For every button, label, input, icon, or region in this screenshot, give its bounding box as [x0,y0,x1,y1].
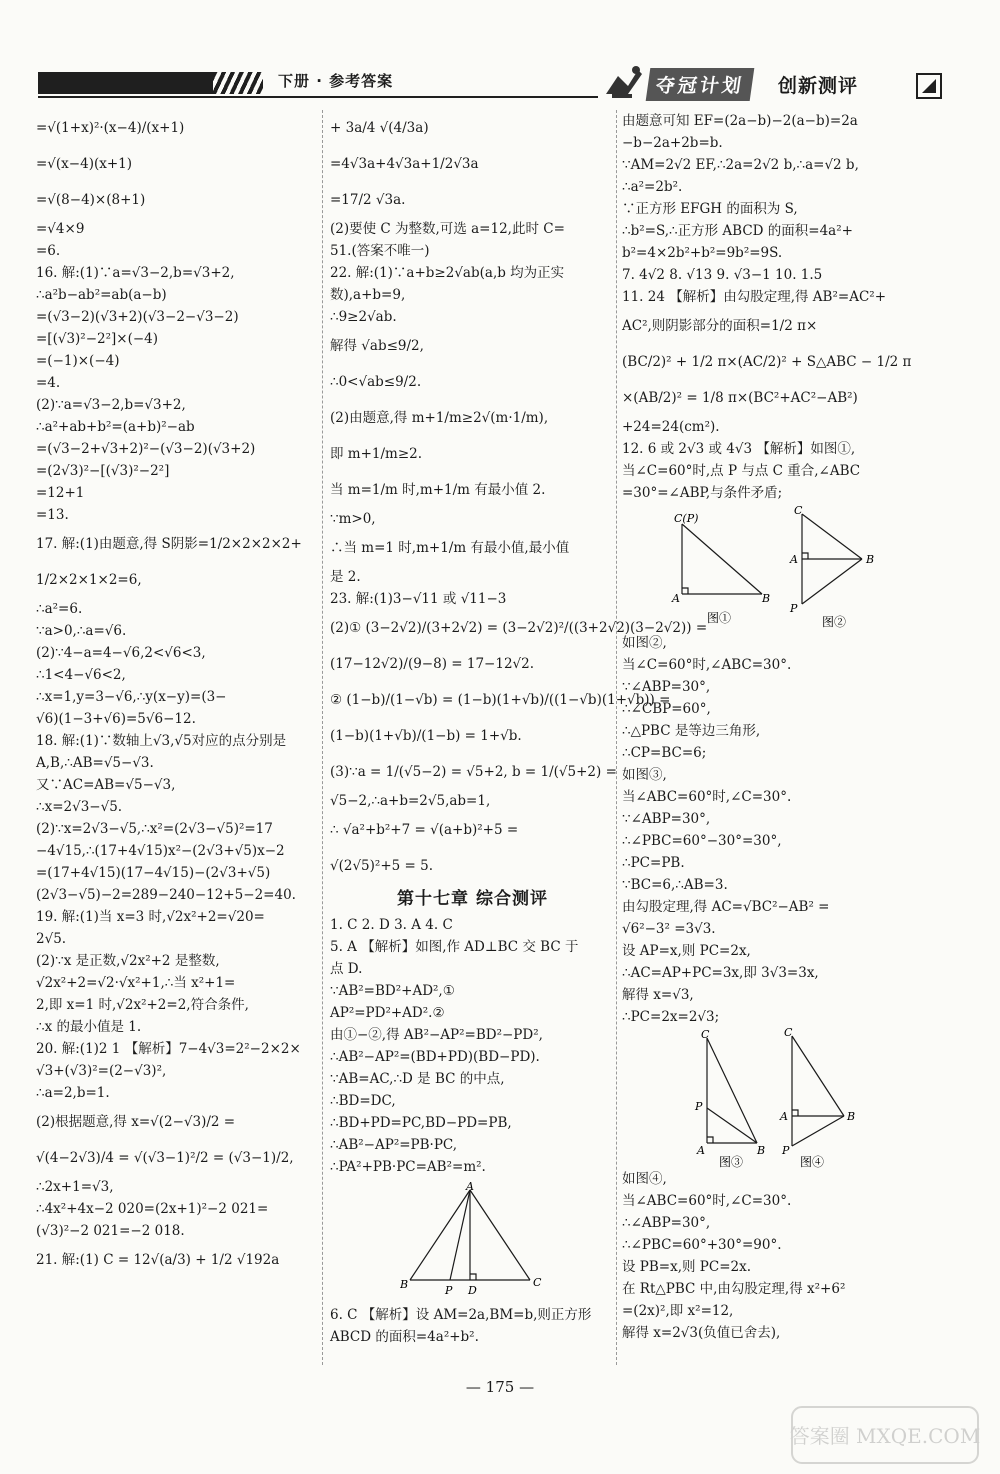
answer-line: √(2√5)²+5 = 5. [330,858,434,874]
answer-line: 设 AP=x,则 PC=2x, [622,943,751,959]
trophy-figure-icon [598,64,646,104]
answer-line: 1. C 2. D 3. A 4. C [330,917,453,933]
answer-line: 6. C 【解析】设 AM=2a,BM=b,则正方形 [330,1307,592,1323]
header-bar [38,72,213,94]
f3-label-a: A [697,1144,705,1157]
column-2-lines-bottom [330,1304,615,1348]
answer-line: =4√3a+4√3a+1/2√3a [330,156,479,172]
answer-line: ∴4x²+4x−2 020=(2x+1)²−2 021= [36,1201,269,1217]
brand-logo-text: 夺冠计划 [646,68,755,101]
answer-line: (2)∵4−a=4−√6,2<√6<3, [36,645,206,661]
answer-line: 由勾股定理,得 AC=√BC²−AB² = [622,899,830,915]
answer-line: (2)∵x=2√3−√5,∴x²=(2√3−√5)²=17 [36,821,273,837]
answer-line: √6²−3² =3√3. [622,921,716,937]
answer-line: ∴CP=BC=6; [622,745,707,761]
answer-line: ∴BD=DC, [330,1093,396,1109]
answer-line: =13. [36,507,69,523]
answer-line: 由①−②,得 AB²−AP²=BD²−PD², [330,1027,543,1043]
answer-line: 当∠ABC=60°时,∠C=30°. [622,1193,792,1209]
answer-line: 设 PB=x,则 PC=2x. [622,1259,752,1275]
watermark-stamp-icon [790,1405,980,1465]
f3-label-p: P [695,1100,703,1113]
f2-label-p: P [790,602,798,615]
f1-caption: 图① [707,611,732,625]
answer-line: =17/2 √3a. [330,192,406,208]
watermark-logo [790,1405,980,1465]
checkmark-icon [916,73,942,99]
answer-line: (2)∵x 是正数,√2x²+2 是整数, [36,953,220,969]
answer-line: ∴BD+PD=PC,BD−PD=PB, [330,1115,512,1131]
answer-line: ∴a²+ab+b²=(a+b)²−ab [36,419,195,435]
label-d: D [468,1284,477,1297]
answer-line: ∴AB²−AP²=PB·PC, [330,1137,458,1153]
answer-line: ×(AB/2)² = 1/8 π×(BC²+AC²−AB²) [622,390,858,406]
answer-line: ∴x=2√3−√5. [36,799,123,815]
answer-line: √(4−2√3)/4 = √(√3−1)²/2 = (√3−1)/2, [36,1150,294,1166]
answer-line: ∵正方形 EFGH 的面积为 S, [622,201,798,217]
answer-line: =30°=∠ABP,与条件矛盾; [622,485,783,501]
answer-line: −b−2a+2b=b. [622,135,723,151]
answer-line: 5. A 【解析】如图,作 AD⊥BC 交 BC 于 [330,939,579,955]
answer-line: 当 m=1/m 时,m+1/m 有最小值 2. [330,482,546,498]
answer-line: =√(8−4)×(8+1) [36,192,146,208]
answer-line: (√3)²−2 021=−2 018. [36,1223,185,1239]
answer-line: ∴△PBC 是等边三角形, [622,723,761,739]
answer-line: ∴a²=6. [36,601,83,617]
answer-line: ∴∠CBP=60°, [622,701,711,717]
column-3-lines-bottom [622,1168,912,1344]
figure-row-2 [622,1028,912,1168]
answer-line: 点 D. [330,961,363,977]
answer-line: (2)由题意,得 m+1/m≥2√(m·1/m), [330,410,549,426]
label-a: A [466,1182,474,1193]
answer-line: ∵a>0,∴a=√6. [36,623,127,639]
answer-line: ∴∠PBC=60°+30°=90°. [622,1237,782,1253]
answer-line: ∴2x+1=√3, [36,1179,114,1195]
answer-line: ∵AM=2√2 EF,∴2a=2√2 b,∴a=√2 b, [622,157,859,173]
answer-line: ∵AB=AC,∴D 是 BC 的中点, [330,1071,505,1087]
answer-line: =√4×9 [36,221,85,237]
answer-line: (17−12√2)/(9−8) = 17−12√2. [330,656,535,672]
answer-line: ∴x=1,y=3−√6,∴y(x−y)=(3− [36,689,227,705]
answer-line: 解得 √ab≤9/2, [330,338,424,354]
f3-label-b: B [757,1144,766,1157]
answer-line: 解得 x=2√3(负值已舍去), [622,1325,781,1341]
answer-line: 如图④, [622,1171,667,1187]
f4-label-p: P [782,1144,790,1157]
answer-line: =(−1)×(−4) [36,353,120,369]
answer-line: (3)∵a = 1/(√5−2) = √5+2, b = 1/(√5+2) = [330,764,617,780]
f1-label-c: C(P) [674,512,699,525]
answer-line: 20. 解:(1)2 1 【解析】7−4√3=2²−2×2× [36,1041,301,1057]
column-divider-1 [322,110,323,1365]
header-stripes [213,72,263,94]
answer-line: ② (1−b)/(1−√b) = (1−b)(1+√b)/((1−√b)(1+√b)) = [330,692,671,708]
answer-line: (2√3−√5)−2=289−240−12+5−2=40. [36,887,296,903]
answer-line: b²=4×2b²+b²=9b²=9S. [622,245,783,261]
answer-line: √6)(1−3+√6)=5√6−12. [36,711,196,727]
answer-line: ∵BC=6,∴AB=3. [622,877,728,893]
answer-line: ∴x 的最小值是 1. [36,1019,142,1035]
answer-line: 当∠C=60°时,点 P 与点 C 重合,∠ABC [622,463,861,479]
figure-1 [662,504,782,632]
answer-line: 如图②, [622,635,667,651]
answer-line: A,B,∴AB=√5−√3. [36,755,154,771]
brand-subtitle: 创新测评 [778,75,859,97]
answer-line: ∴b²=S,∴正方形 ABCD 的面积=4a²+ [622,223,853,239]
answer-line: ∴AC=AP+PC=3x,即 3√3=3x, [622,965,819,981]
label-c: C [533,1276,542,1289]
answer-line: =(2√3)²−[(√3)²−2²] [36,463,170,479]
answer-line: 23. 解:(1)3−√11 或 √11−3 [330,591,507,607]
answer-line: ∴1<4−√6<2, [36,667,126,683]
answer-line: ∴AB²−AP²=(BD+PD)(BD−PD). [330,1049,540,1065]
answer-line: 12. 6 或 2√3 或 4√3 【解析】如图①, [622,441,856,457]
watermark-text: 答案圈 MXQE.COM [790,1424,980,1448]
answer-line: 数),a+b=9, [330,287,406,303]
answer-line: 21. 解:(1) C = 12√(a/3) + 1/2 √192a [36,1252,280,1268]
f4-label-c: C [784,1028,793,1039]
answer-line: (2)根据题意,得 x=√(2−√3)/2 = [36,1114,236,1130]
answer-line: =[(√3)²−2²]×(−4) [36,331,159,347]
f4-label-a: A [780,1110,788,1123]
answer-column-1 [36,110,316,1278]
answer-line: 如图③, [622,767,667,783]
f2-caption: 图② [822,615,847,629]
header-rule [38,96,598,98]
column-3-lines-mid [622,632,912,1028]
answer-line: 7. 4√2 8. √13 9. √3−1 10. 1.5 [622,267,823,283]
answer-line: (2)∵a=√3−2,b=√3+2, [36,397,186,413]
answer-line: ∴当 m=1 时,m+1/m 有最小值,最小值 [330,540,570,556]
answer-line: √5−2,∴a+b=2√5,ab=1, [330,793,491,809]
page-header [38,70,950,104]
answer-column-3 [622,110,912,1344]
answer-line: 51.(答案不唯一) [330,243,430,259]
answer-line: AC²,则阴影部分的面积=1/2 π× [622,318,818,334]
answer-line: =(17+4√15)(17−4√15)−(2√3+√5) [36,865,271,881]
answer-line: ∴PA²+PB·PC=AB²=m². [330,1159,486,1175]
answer-line: 在 Rt△PBC 中,由勾股定理,得 x²+6² [622,1281,846,1297]
answer-line: (BC/2)² + 1/2 π×(AC/2)² + S△ABC − 1/2 π [622,354,912,370]
f2-label-b: B [866,553,875,566]
label-b: B [400,1278,409,1291]
answer-line: 16. 解:(1)∵a=√3−2,b=√3+2, [36,265,235,281]
answer-line: ∴PC=2x=2√3; [622,1009,720,1025]
answer-line: ∴∠ABP=30°, [622,1215,711,1231]
answer-line: 11. 24 【解析】由勾股定理,得 AB²=AC²+ [622,289,887,305]
answer-line: 2,即 x=1 时,√2x²+2=2,符合条件, [36,997,249,1013]
column-1-lines [36,110,316,1278]
f2-label-a: A [790,553,798,566]
header-title: 下册 · 参考答案 [278,72,394,90]
triangle-shape [410,1190,530,1280]
chapter-heading: 第十七章 综合测评 [397,889,548,909]
page-number: — 175 — [465,1378,535,1396]
answer-line: 解得 x=√3, [622,987,694,1003]
answer-line: ∴a²b−ab²=ab(a−b) [36,287,167,303]
column-divider-2 [616,110,617,1365]
figure-isosceles-triangle [400,1182,550,1300]
answer-line: ∵m>0, [330,511,376,527]
answer-line: 1/2×2×1×2=6, [36,572,142,588]
answer-line: (2)要使 C 为整数,可选 a=12,此时 C= [330,221,565,237]
answer-line: ∴ √a²+b²+7 = √(a+b)²+5 = [330,822,519,838]
answer-line: ∵AB²=BD²+AD²,① [330,983,455,999]
f1-label-a: A [672,592,680,605]
column-2-lines-mid [330,914,615,1178]
answer-line: =12+1 [36,485,85,501]
answer-line: 22. 解:(1)∵a+b≥2√ab(a,b 均为正实 [330,265,565,281]
answer-line: ∴a²=2b². [622,179,683,195]
answer-line: 是 2. [330,569,361,585]
answer-line: =6. [36,243,61,259]
answer-line: 19. 解:(1)当 x=3 时,√2x²+2=√20= [36,909,265,925]
answer-line: ∴0<√ab≤9/2. [330,374,422,390]
answer-line: =4. [36,375,61,391]
answer-line: ∵∠ABP=30°, [622,679,711,695]
answer-line: (2)① (3−2√2)/(3+2√2) = (3−2√2)²/((3+2√2)(3−2√2)) = [330,620,708,636]
answer-line: 即 m+1/m≥2. [330,446,423,462]
f1-label-b: B [762,592,771,605]
answer-line: 由题意可知 EF=(2a−b)−2(a−b)=2a [622,113,858,129]
figure-row-1 [622,504,912,632]
column-3-lines-top [622,110,912,504]
answer-line: √2x²+2=√2·√x²+1,∴当 x²+1= [36,975,236,991]
figure-4 [772,1028,882,1168]
answer-line: ∴PC=PB. [622,855,685,871]
answer-line: 17. 解:(1)由题意,得 S阴影=1/2×2×2×2+ [36,536,302,552]
f2-label-c: C [794,504,803,517]
answer-line: ∵∠ABP=30°, [622,811,711,827]
answer-line: (1−b)(1+√b)/(1−b) = 1+√b. [330,728,522,744]
answer-line: ∴a=2,b=1. [36,1085,110,1101]
answer-line: =√(x−4)(x+1) [36,156,133,172]
answer-line: 18. 解:(1)∵数轴上√3,√5对应的点分别是 [36,733,287,749]
f4-label-b: B [847,1110,856,1123]
answer-line: −4√15,∴(17+4√15)x²−(2√3+√5)x−2 [36,843,285,859]
label-p: P [445,1284,453,1297]
answer-line: ∴∠PBC=60°−30°=30°, [622,833,782,849]
f4-caption: 图④ [800,1155,825,1168]
answer-line: =(√3−2)(√3+2)(√3−2−√3−2) [36,309,239,325]
answer-line: √3+(√3)²=(2−√3)², [36,1063,167,1079]
answer-line: 当∠ABC=60°时,∠C=30°. [622,789,792,805]
answer-line: 当∠C=60°时,∠ABC=30°. [622,657,792,673]
answer-line: AP²=PD²+AD².② [330,1005,445,1021]
answer-line: + 3a/4 √(4/3a) [330,120,429,136]
answer-line: ABCD 的面积=4a²+b². [330,1329,479,1345]
answer-line: +24=24(cm²). [622,419,720,435]
answer-line: ∴9≥2√ab. [330,309,397,325]
answer-line: 2√5. [36,931,67,947]
f3-caption: 图③ [719,1155,744,1168]
answer-line: =√(1+x)²·(x−4)/(x+1) [36,120,185,136]
answer-line: 又∵AC=AB=√5−√3, [36,777,176,793]
answer-line: =(2x)²,即 x²=12, [622,1303,734,1319]
answer-line: =(√3−2+√3+2)²−(√3−2)(√3+2) [36,441,256,457]
figure-2 [782,504,902,632]
f3-label-c: C [701,1028,710,1041]
